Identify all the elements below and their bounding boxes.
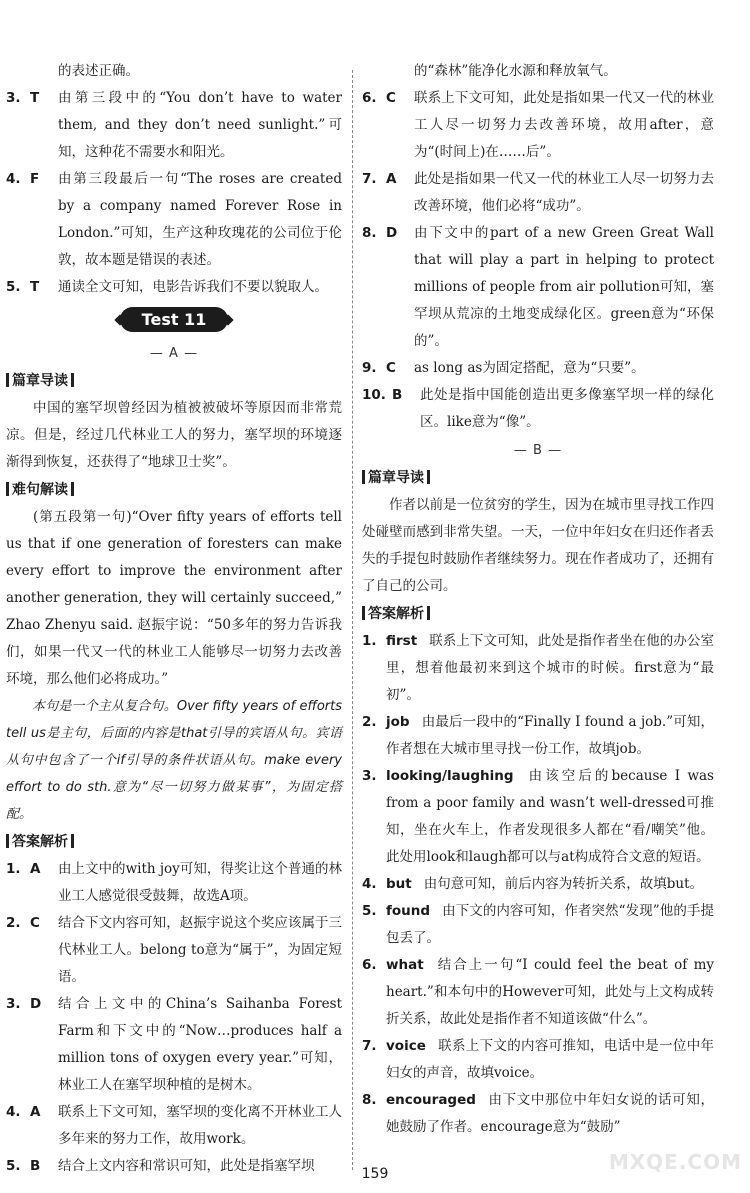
answer-item: 1. first 联系上下文可知，此处是指作者坐在他的办公室里，想着他最初来到这个城市的时候。first意为“最初”。 bbox=[362, 633, 714, 703]
answer-list-a-cont bbox=[362, 85, 714, 436]
heading-bar-icon bbox=[6, 834, 9, 848]
watermark: MXQE.COM bbox=[608, 1150, 742, 1174]
grammar-note: 本句是一个主从复合句。Over fifty years of efforts tell us是主句，后面的内容是that引导的宾语从句。宾语从句中包含了一个if引导的条件状语从句。make every effort to do sth.意为“尽一切努力做某事”，为固定搭配。 bbox=[6, 699, 342, 822]
answer-item: 5. T 通读全文可知，电影告诉我们不要以貌取人。 bbox=[6, 279, 328, 295]
answer-item: 10. B 此处是指中国能创造出更多像塞罕坝一样的绿化区。like意为“像”。 bbox=[362, 387, 714, 430]
intro-heading: 篇章导读 bbox=[6, 367, 342, 395]
answer-item: 4. A 联系上下文可知，塞罕坝的变化离不开林业工人多年来的努力工作，故用work。 bbox=[6, 1104, 342, 1147]
heading-bar-icon bbox=[6, 482, 9, 496]
column-divider bbox=[352, 70, 353, 1170]
answer-item: 5. found 由下文的内容可知，作者突然“发现”他的手提包丢了。 bbox=[362, 903, 714, 946]
left-column bbox=[6, 58, 342, 1180]
intro-heading: 篇章导读 bbox=[362, 464, 714, 492]
answer-item: 3. D 结合上文中的China’s Saihanba Forest Farm和下文中的“Now…produces half a million tons of oxygen every year.”可知，林业工人在塞罕坝种植的是树木。 bbox=[6, 996, 342, 1093]
heading-bar-icon bbox=[6, 373, 9, 387]
answer-item: 9. C as long as为固定搭配，意为“只要”。 bbox=[362, 360, 645, 376]
answer-item: 3. T 由第三段中的“You don’t have to water them, and they don’t need sunlight.”可知，这种花不需要水和阳光。 bbox=[6, 90, 342, 160]
answer-item: 2. job 由最后一段中的“Finally I found a job.”可知，作者想在大城市里寻找一份工作，故填job。 bbox=[362, 714, 714, 757]
page-number: 159 bbox=[361, 1166, 389, 1182]
answer-item: 2. C 结合下文内容可知，赵振宇说这个奖应该属于三代林业工人。belong to意为“属于”，为固定短语。 bbox=[6, 915, 342, 985]
answer-item: 4. but 由句意可知，前后内容为转折关系，故填but。 bbox=[362, 876, 703, 892]
intro-text: 中国的塞罕坝曾经因为植被被破坏等原因而非常荒凉。但是，经过几代林业工人的努力，塞罕坝的环境逐渐得到恢复，还获得了“地球卫士奖”。 bbox=[6, 400, 342, 470]
heading-bar-icon bbox=[362, 470, 365, 484]
answer-item: 6. what 结合上一句“I could feel the beat of my heart.”和本句中的However可知，此处与上文构成转折关系，故此处是指作者不知道该做“什么”。 bbox=[362, 957, 714, 1027]
heading-bar-icon bbox=[362, 606, 365, 620]
answer-item: 5. B 结合上文内容和常识可知，此处是指塞罕坝 bbox=[6, 1158, 315, 1174]
heading-bar-icon bbox=[71, 834, 74, 848]
answer-item: 7. voice 联系上下文的内容可推知，电话中是一位中年妇女的声音，故填voice。 bbox=[362, 1038, 714, 1081]
heading-bar-icon bbox=[71, 482, 74, 496]
test-heading bbox=[6, 301, 342, 341]
right-column bbox=[362, 58, 714, 1141]
answer-item: 8. D 由下文中的part of a new Green Great Wall that will play a part in helping to protect millions of people from air pollution可知，塞罕坝从荒凉的土地变成绿化区。green意为“环保的”。 bbox=[362, 225, 714, 349]
heading-bar-icon bbox=[427, 606, 430, 620]
continued-text: 的“森林”能净化水源和释放氧气。 bbox=[414, 63, 617, 79]
answer-list-a bbox=[6, 856, 342, 1180]
answer-heading: 答案解析 bbox=[6, 828, 342, 856]
answer-item: 3. looking/laughing 由该空后的because I was from a poor family and wasn’t well-dressed可推知，坐在火车上，作者发现很多人都在“看/嘲笑”他。此处用look和laugh都可以与at构成符合文意的短语。 bbox=[362, 768, 714, 865]
answer-item: 6. C 联系上下文可知，此处是指如果一代又一代的林业工人尽一切努力去改善环境，故用after，意为“(时间上)在……后”。 bbox=[362, 90, 714, 160]
answer-item: 1. A 由上文中的with joy可知，得奖让这个普通的林业工人感觉很受鼓舞，故选A项。 bbox=[6, 861, 342, 904]
heading-bar-icon bbox=[427, 470, 430, 484]
intro-text: 作者以前是一位贫穷的学生，因为在城市里寻找工作四处碰壁而感到非常失望。一天，一位中年妇女在归还作者丢失的手提包时鼓励作者继续努力。现在作者成功了，还拥有了自己的公司。 bbox=[362, 497, 714, 594]
difficult-heading: 难句解读 bbox=[6, 476, 342, 504]
answer-list-top bbox=[6, 85, 342, 301]
section-b-label: — B — bbox=[513, 443, 563, 458]
answer-item: 4. F 由第三段最后一句“The roses are created by a company named Forever Rose in London.”可知，生产这种玫瑰花的公司位于伦敦，故本题是错误的表述。 bbox=[6, 171, 342, 268]
heading-bar-icon bbox=[71, 373, 74, 387]
answer-item: 8. encouraged 由下文中那位中年妇女说的话可知，她鼓励了作者。encourage意为“鼓励” bbox=[362, 1092, 714, 1135]
answer-list-b bbox=[362, 628, 714, 1141]
continued-text: 的表述正确。 bbox=[58, 63, 139, 79]
answer-heading: 答案解析 bbox=[362, 600, 714, 628]
test-title-badge: Test 11 bbox=[120, 307, 229, 332]
answer-item: 7. A 此处是指如果一代又一代的林业工人尽一切努力去改善环境，他们必将“成功”。 bbox=[362, 171, 714, 214]
difficult-text: (第五段第一句)“Over fifty years of efforts tell us that if one generation of foresters can make every effort to improve the environment after another generation, they will certainly succeed,” Zhao Zhenyu said. 赵振宇说：“50多年的努力告诉我们，如果一代又一代的林业工人能够尽一切努力去改善环境，那么他们必将成功。” bbox=[6, 509, 342, 687]
section-a-label: — A — bbox=[149, 346, 199, 361]
